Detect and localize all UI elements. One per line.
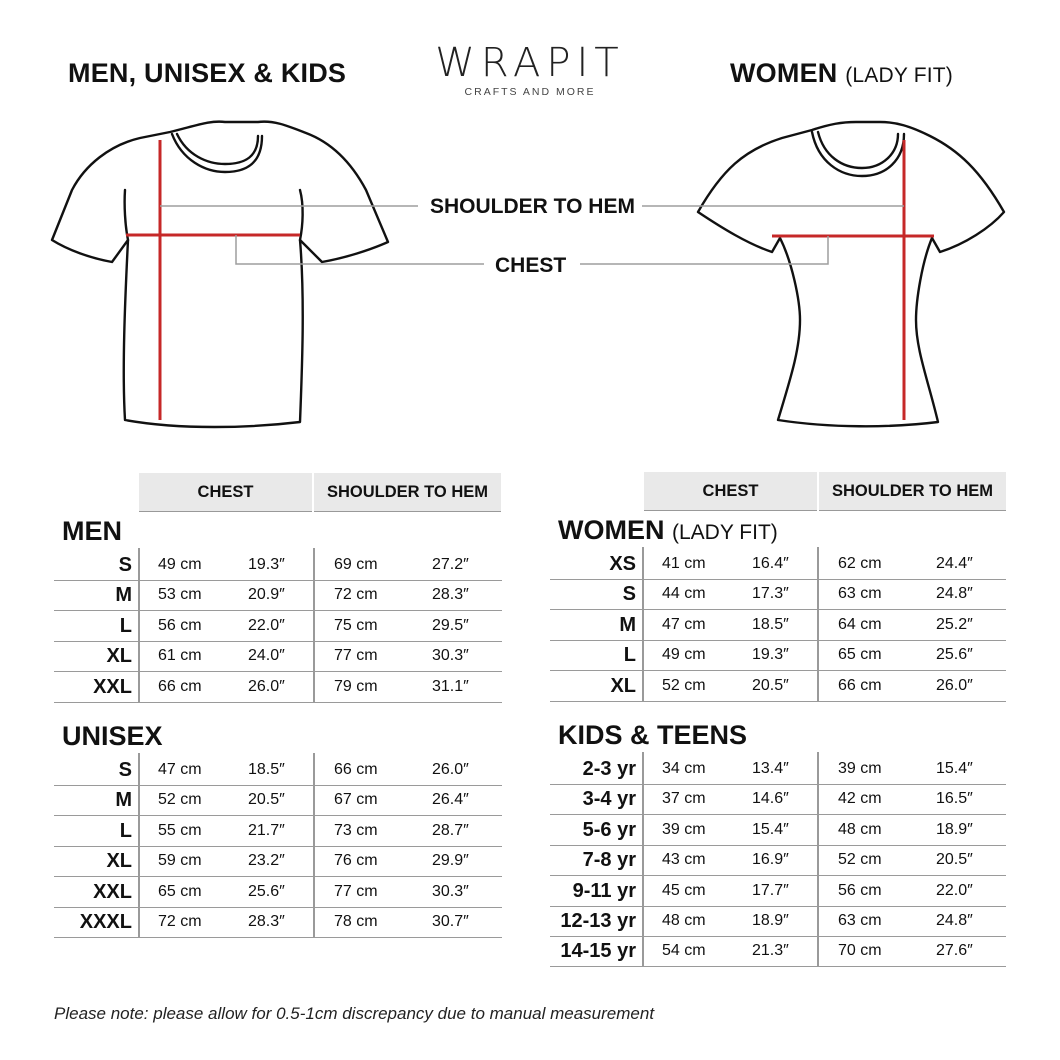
hem-cm-cell: 69 cm: [334, 556, 378, 573]
table-row: [54, 877, 502, 908]
hem-in-cell: 25.6″: [936, 646, 973, 664]
chest-in-cell: 17.7″: [752, 881, 789, 899]
size-label: 9-11 yr: [572, 879, 636, 902]
chest-cm-cell: 52 cm: [158, 791, 202, 809]
chest-in-cell: 15.4″: [752, 820, 789, 838]
hem-cm-cell: 72 cm: [334, 586, 378, 604]
hem-cm-cell: 52 cm: [838, 851, 882, 869]
size-label: L: [119, 819, 132, 842]
chest-cm-cell: 52 cm: [662, 676, 706, 694]
women-measure-lines: [580, 140, 934, 420]
table-row: [54, 550, 502, 581]
hem-in-cell: 20.5″: [936, 851, 973, 869]
chest-cm-cell: 39 cm: [662, 820, 706, 838]
chest-in-cell: 24.0″: [248, 647, 285, 665]
chest-cm-cell: 48 cm: [662, 912, 706, 929]
hem-in-cell: 16.5″: [936, 790, 973, 808]
hem-in-cell: 28.3″: [432, 586, 469, 604]
table-row: [550, 610, 1006, 641]
hem-in-cell: 27.2″: [432, 556, 469, 573]
chest-label: CHEST: [495, 254, 567, 277]
hem-cm-cell: 66 cm: [334, 761, 378, 778]
table-row: [550, 876, 1006, 907]
chest-in-cell: 14.6″: [752, 790, 789, 808]
hem-cm-cell: 76 cm: [334, 852, 378, 870]
size-label: S: [118, 554, 132, 576]
table-row: [54, 755, 502, 786]
chest-in-cell: 19.3″: [752, 646, 789, 664]
chest-cm-cell: 53 cm: [158, 586, 202, 604]
chest-cm-cell: 56 cm: [158, 616, 202, 634]
hem-in-cell: 29.9″: [432, 852, 469, 870]
size-label: 14-15 yr: [560, 940, 636, 963]
hem-in-cell: 30.3″: [432, 882, 469, 900]
chest-cm-cell: 49 cm: [158, 556, 202, 573]
table-row: [54, 846, 502, 877]
chest-in-cell: 21.3″: [752, 942, 789, 960]
size-label: L: [623, 644, 636, 667]
size-label: 7-8 yr: [582, 849, 636, 872]
chest-cm-cell: 66 cm: [158, 677, 202, 695]
men-section-title: MEN: [62, 516, 122, 546]
hem-cm-cell: 67 cm: [334, 791, 378, 809]
hem-cm-cell: 70 cm: [838, 942, 882, 960]
size-label: M: [115, 584, 132, 607]
size-label: 12-13 yr: [560, 910, 636, 932]
size-label: XL: [106, 850, 132, 873]
chest-cm-cell: 34 cm: [662, 760, 706, 777]
hem-cm-cell: 63 cm: [838, 585, 882, 603]
hem-cm-cell: 56 cm: [838, 881, 882, 899]
size-label: 5-6 yr: [582, 818, 636, 841]
size-label: M: [619, 613, 636, 636]
logo-tagline: CRAFTS AND MORE: [464, 86, 596, 98]
table-row: [54, 611, 502, 642]
hem-in-cell: 28.7″: [432, 821, 469, 839]
left-col-shoulder-header: SHOULDER TO HEM: [314, 473, 501, 512]
chest-in-cell: 13.4″: [752, 760, 789, 777]
column-divider: [642, 547, 644, 701]
column-divider: [313, 753, 315, 937]
left-heading-text: MEN, UNISEX & KIDS: [68, 58, 347, 88]
logo-wordmark: WRAPIT: [435, 40, 625, 86]
size-label: S: [118, 759, 132, 781]
size-label: XL: [610, 674, 636, 697]
table-row: [550, 549, 1006, 580]
chest-in-cell: 22.0″: [248, 616, 285, 634]
hem-in-cell: 30.7″: [432, 913, 469, 930]
hem-in-cell: 18.9″: [936, 820, 973, 838]
table-row: [550, 815, 1006, 846]
left-col-chest-header: CHEST: [139, 473, 312, 512]
unisex-section-title: UNISEX: [62, 721, 163, 751]
chest-cm-cell: 49 cm: [662, 646, 706, 664]
shoulder-to-hem-label: SHOULDER TO HEM: [430, 195, 635, 218]
chest-in-cell: 17.3″: [752, 585, 789, 603]
size-label: 2-3 yr: [582, 758, 636, 780]
column-divider: [138, 548, 140, 702]
footer-note: Please note: please allow for 0.5-1cm discrepancy due to manual measurement: [54, 1004, 655, 1023]
chest-in-cell: 21.7″: [248, 821, 285, 839]
size-label: 3-4 yr: [582, 788, 636, 811]
column-divider: [138, 753, 140, 937]
hem-cm-cell: 78 cm: [334, 913, 378, 930]
chest-in-cell: 16.4″: [752, 555, 789, 572]
chest-cm-cell: 55 cm: [158, 821, 202, 839]
hem-cm-cell: 39 cm: [838, 760, 882, 777]
table-row: [550, 671, 1006, 702]
chest-in-cell: 25.6″: [248, 882, 285, 900]
hem-in-cell: 26.4″: [432, 791, 469, 809]
right-heading-sub: (LADY FIT): [845, 64, 953, 87]
chest-cm-cell: 43 cm: [662, 851, 706, 869]
size-label: XXL: [93, 675, 132, 698]
size-label: M: [115, 789, 132, 812]
table-row: [550, 579, 1006, 610]
hem-cm-cell: 73 cm: [334, 821, 378, 839]
table-row: [54, 907, 502, 938]
size-label: XS: [609, 553, 636, 575]
chest-in-cell: 23.2″: [248, 852, 285, 870]
chest-in-cell: 20.9″: [248, 586, 285, 604]
hem-cm-cell: 64 cm: [838, 615, 882, 633]
size-label: L: [119, 614, 132, 637]
size-label: XXL: [93, 880, 132, 903]
chest-in-cell: 28.3″: [248, 913, 285, 930]
chest-in-cell: 16.9″: [752, 851, 789, 869]
men-tshirt-icon: [52, 122, 388, 427]
hem-in-cell: 24.8″: [936, 585, 973, 603]
chest-in-cell: 18.9″: [752, 912, 789, 929]
women-section-title-sub: (LADY FIT): [672, 521, 778, 544]
table-row: [54, 816, 502, 847]
size-label: S: [622, 583, 636, 606]
tshirt-diagram: [0, 0, 1060, 450]
table-row: [550, 936, 1006, 967]
hem-cm-cell: 65 cm: [838, 646, 882, 664]
hem-in-cell: 24.8″: [936, 912, 973, 929]
chest-cm-cell: 47 cm: [662, 615, 706, 633]
column-divider: [642, 752, 644, 967]
hem-in-cell: 26.0″: [432, 761, 469, 778]
table-row: [550, 640, 1006, 671]
hem-cm-cell: 79 cm: [334, 677, 378, 695]
table-row: [54, 785, 502, 816]
kids-section-title: KIDS & TEENS: [558, 720, 748, 750]
chest-cm-cell: 47 cm: [158, 761, 202, 778]
table-row: [54, 672, 502, 703]
hem-cm-cell: 62 cm: [838, 555, 882, 572]
hem-in-cell: 31.1″: [432, 677, 469, 695]
hem-cm-cell: 66 cm: [838, 676, 882, 694]
chest-cm-cell: 44 cm: [662, 585, 706, 603]
table-row: [550, 784, 1006, 815]
size-label: XXXL: [79, 911, 132, 933]
right-col-shoulder-header: SHOULDER TO HEM: [819, 472, 1006, 511]
hem-in-cell: 25.2″: [936, 615, 973, 633]
hem-cm-cell: 77 cm: [334, 647, 378, 665]
chest-cm-cell: 54 cm: [662, 942, 706, 960]
chest-cm-cell: 59 cm: [158, 852, 202, 870]
chest-in-cell: 20.5″: [248, 791, 285, 809]
chest-cm-cell: 72 cm: [158, 913, 202, 930]
column-divider: [313, 548, 315, 702]
chest-in-cell: 26.0″: [248, 677, 285, 695]
men-measure-lines: [126, 140, 484, 420]
right-col-chest-header: CHEST: [644, 472, 817, 511]
chest-cm-cell: 61 cm: [158, 647, 202, 665]
hem-in-cell: 26.0″: [936, 676, 973, 694]
table-row: [550, 754, 1006, 785]
hem-in-cell: 29.5″: [432, 616, 469, 634]
table-row: [550, 906, 1006, 937]
table-row: [54, 580, 502, 611]
hem-in-cell: 22.0″: [936, 881, 973, 899]
hem-in-cell: 24.4″: [936, 555, 973, 572]
chest-cm-cell: 45 cm: [662, 881, 706, 899]
women-tshirt-icon: [698, 122, 1004, 426]
chest-in-cell: 20.5″: [752, 676, 789, 694]
women-section-title-main: WOMEN: [558, 515, 665, 545]
hem-cm-cell: 63 cm: [838, 912, 882, 929]
chest-in-cell: 18.5″: [752, 615, 789, 633]
chest-cm-cell: 41 cm: [662, 555, 706, 572]
chest-in-cell: 19.3″: [248, 556, 285, 573]
hem-in-cell: 15.4″: [936, 760, 973, 777]
table-row: [550, 845, 1006, 876]
size-label: XL: [106, 645, 132, 668]
hem-cm-cell: 48 cm: [838, 820, 882, 838]
hem-cm-cell: 42 cm: [838, 790, 882, 808]
hem-cm-cell: 75 cm: [334, 616, 378, 634]
chest-cm-cell: 65 cm: [158, 882, 202, 900]
chest-in-cell: 18.5″: [248, 761, 285, 778]
right-heading-main: WOMEN: [730, 58, 838, 88]
women-section-title: [558, 515, 778, 546]
column-divider: [817, 752, 819, 967]
column-divider: [817, 547, 819, 701]
hem-cm-cell: 77 cm: [334, 882, 378, 900]
hem-in-cell: 27.6″: [936, 942, 973, 960]
table-row: [54, 641, 502, 672]
hem-in-cell: 30.3″: [432, 647, 469, 665]
chest-cm-cell: 37 cm: [662, 790, 706, 808]
